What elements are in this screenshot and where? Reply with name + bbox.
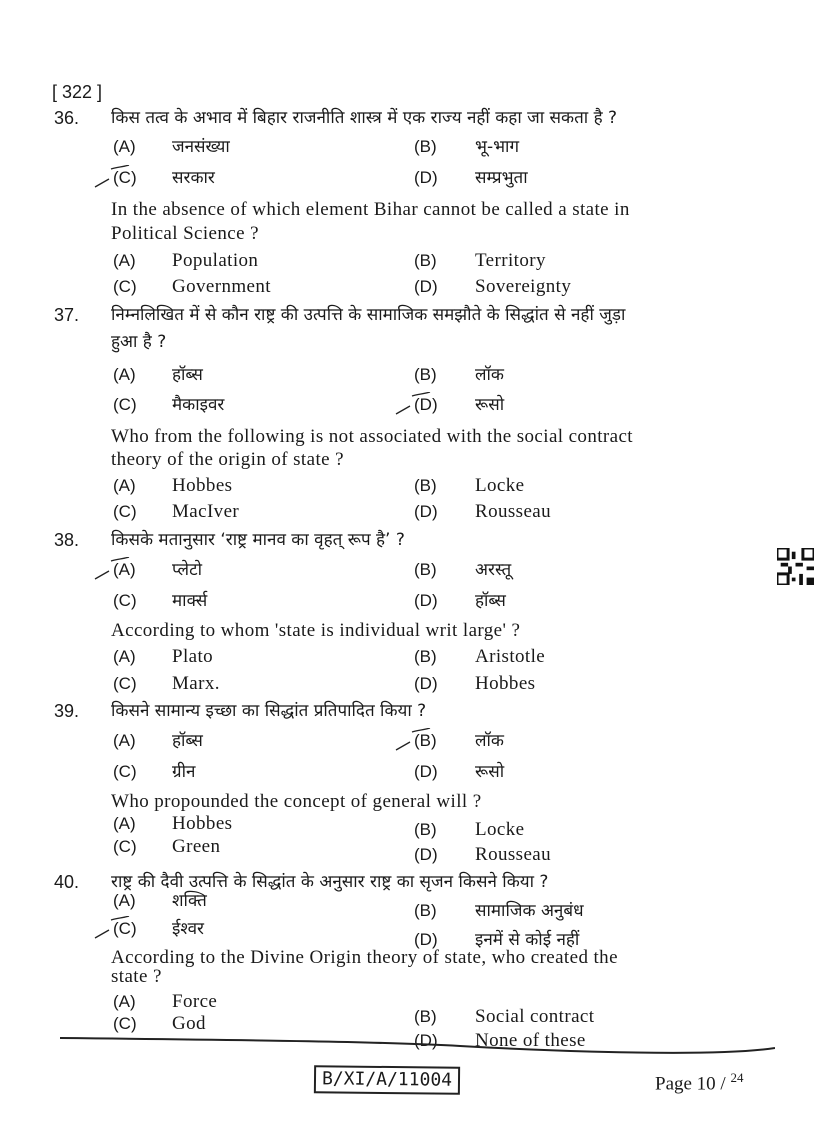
option-english-c: Green [172, 836, 221, 857]
option-english-b: Territory [475, 250, 546, 271]
option-label-d: (D) [414, 930, 438, 949]
option-hindi-d: सम्प्रभुता [475, 168, 528, 188]
option-hindi-d: इनमें से कोई नहीं [475, 930, 580, 950]
footer-rule [60, 1030, 775, 1060]
option-label-b: (B) [414, 820, 437, 839]
option-label-c: (C) [113, 837, 137, 856]
option-hindi-b: सामाजिक अनुबंध [475, 901, 584, 921]
question-text-english: theory of the origin of state ? [111, 449, 344, 470]
answer-tick-mark [93, 916, 133, 942]
option-label-b: (B) [414, 560, 437, 579]
question-text-english: Political Science ? [111, 223, 259, 244]
option-hindi-b: लॉक [475, 365, 504, 385]
option-label-b: (B) [414, 901, 437, 920]
option-hindi-a: जनसंख्या [172, 137, 230, 157]
option-label-b: (B) [414, 1007, 437, 1026]
option-label-c: (C) [113, 502, 137, 521]
option-label-b: (B) [414, 251, 437, 270]
option-hindi-c: मार्क्स [172, 591, 208, 611]
option-english-d: Sovereignty [475, 276, 572, 297]
question-text-hindi: किसके मतानुसार ‘राष्ट्र मानव का वृहत् रूप है’ ? [111, 530, 405, 550]
paper-code: B/XI/A/11004 [314, 1065, 460, 1095]
page-reference: [ 322 ] [52, 82, 103, 102]
option-hindi-c: सरकार [172, 168, 215, 188]
option-hindi-d: रूसो [475, 395, 505, 415]
option-english-a: Plato [172, 646, 214, 667]
option-label-a: (A) [113, 992, 136, 1011]
option-label-d: (D) [414, 1031, 438, 1050]
option-hindi-c: ग्रीन [172, 762, 196, 782]
option-english-d: None of these [475, 1030, 586, 1051]
option-english-a: Hobbes [172, 475, 233, 496]
option-english-a: Hobbes [172, 813, 233, 834]
option-label-b: (B) [414, 476, 437, 495]
option-label-a: (A) [113, 365, 136, 384]
question-text-english: Who propounded the concept of general will ? [111, 791, 482, 812]
option-hindi-a: प्लेटो [172, 560, 203, 580]
option-english-b: Social contract [475, 1006, 595, 1027]
question-text-english: state ? [111, 966, 162, 987]
option-hindi-a: हॉब्स [172, 731, 203, 751]
option-label-d: (D) [414, 395, 438, 414]
option-hindi-a: हॉब्स [172, 365, 203, 385]
option-label-d: (D) [414, 591, 438, 610]
option-label-a: (A) [113, 137, 136, 156]
question-text-english: According to the Divine Origin theory of state, who created the [111, 947, 618, 968]
question-text-hindi: किसने सामान्य इच्छा का सिद्धांत प्रतिपादित किया ? [111, 701, 427, 721]
option-english-d: Rousseau [475, 844, 552, 865]
option-english-a: Force [172, 991, 218, 1012]
question-text-hindi: राष्ट्र की दैवी उत्पत्ति के सिद्धांत के अनुसार राष्ट्र का सृजन किसने किया ? [111, 872, 549, 892]
option-label-d: (D) [414, 502, 438, 521]
answer-tick-mark [93, 557, 133, 583]
option-label-c: (C) [113, 674, 137, 693]
qr-code [777, 548, 814, 585]
option-label-a: (A) [113, 891, 136, 910]
option-english-a: Population [172, 250, 259, 271]
option-label-a: (A) [113, 251, 136, 270]
question-text-hindi: हुआ है ? [111, 332, 167, 352]
option-hindi-b: भू-भाग [475, 137, 520, 157]
question-number: 38. [54, 530, 80, 550]
option-english-c: Marx. [172, 673, 220, 694]
option-label-a: (A) [113, 731, 136, 750]
answer-tick-mark [394, 392, 434, 418]
option-label-c: (C) [113, 277, 137, 296]
page-total: 24 [730, 1070, 744, 1085]
option-label-a: (A) [113, 814, 136, 833]
answer-tick-mark [93, 165, 133, 191]
option-label-c: (C) [113, 591, 137, 610]
answer-tick-mark [394, 728, 434, 754]
option-label-c: (C) [113, 919, 137, 938]
option-english-c: MacIver [172, 501, 240, 522]
question-text-hindi: किस तत्व के अभाव में बिहार राजनीति शास्त्र में एक राज्य नहीं कहा जा सकता है ? [111, 108, 618, 128]
option-english-b: Locke [475, 819, 525, 840]
option-label-d: (D) [414, 277, 438, 296]
option-label-d: (D) [414, 674, 438, 693]
option-hindi-d: रूसो [475, 762, 505, 782]
option-label-b: (B) [414, 647, 437, 666]
option-english-b: Aristotle [475, 646, 546, 667]
option-label-a: (A) [113, 560, 136, 579]
option-hindi-c: ईश्वर [172, 919, 204, 939]
option-label-a: (A) [113, 476, 136, 495]
option-english-c: God [172, 1013, 206, 1034]
question-number: 39. [54, 701, 80, 721]
question-text-hindi: निम्नलिखित में से कौन राष्ट्र की उत्पत्ति के सामाजिक समझौते के सिद्धांत से नहीं जुड़ा [111, 305, 626, 325]
option-label-d: (D) [414, 168, 438, 187]
question-number: 40. [54, 872, 80, 892]
option-label-b: (B) [414, 137, 437, 156]
question-number: 37. [54, 305, 80, 325]
option-label-d: (D) [414, 845, 438, 864]
option-label-b: (B) [414, 365, 437, 384]
option-english-c: Government [172, 276, 271, 297]
option-hindi-a: शक्ति [172, 891, 207, 911]
option-label-c: (C) [113, 762, 137, 781]
page-number [655, 1070, 743, 1095]
option-hindi-b: लॉक [475, 731, 504, 751]
option-label-c: (C) [113, 1014, 137, 1033]
page-label: Page 10 / [655, 1073, 726, 1095]
option-label-c: (C) [113, 168, 137, 187]
question-number: 36. [54, 108, 80, 128]
question-text-english: Who from the following is not associated with the social contract [111, 426, 633, 447]
option-hindi-c: मैकाइवर [172, 395, 225, 415]
question-text-english: In the absence of which element Bihar cannot be called a state in [111, 199, 630, 220]
option-english-d: Rousseau [475, 501, 552, 522]
option-english-d: Hobbes [475, 673, 536, 694]
option-hindi-d: हॉब्स [475, 591, 506, 611]
option-label-d: (D) [414, 762, 438, 781]
option-label-c: (C) [113, 395, 137, 414]
option-label-a: (A) [113, 647, 136, 666]
option-english-b: Locke [475, 475, 525, 496]
option-hindi-b: अरस्तू [475, 560, 512, 580]
option-label-b: (B) [414, 731, 437, 750]
question-text-english: According to whom 'state is individual writ large' ? [111, 620, 521, 641]
